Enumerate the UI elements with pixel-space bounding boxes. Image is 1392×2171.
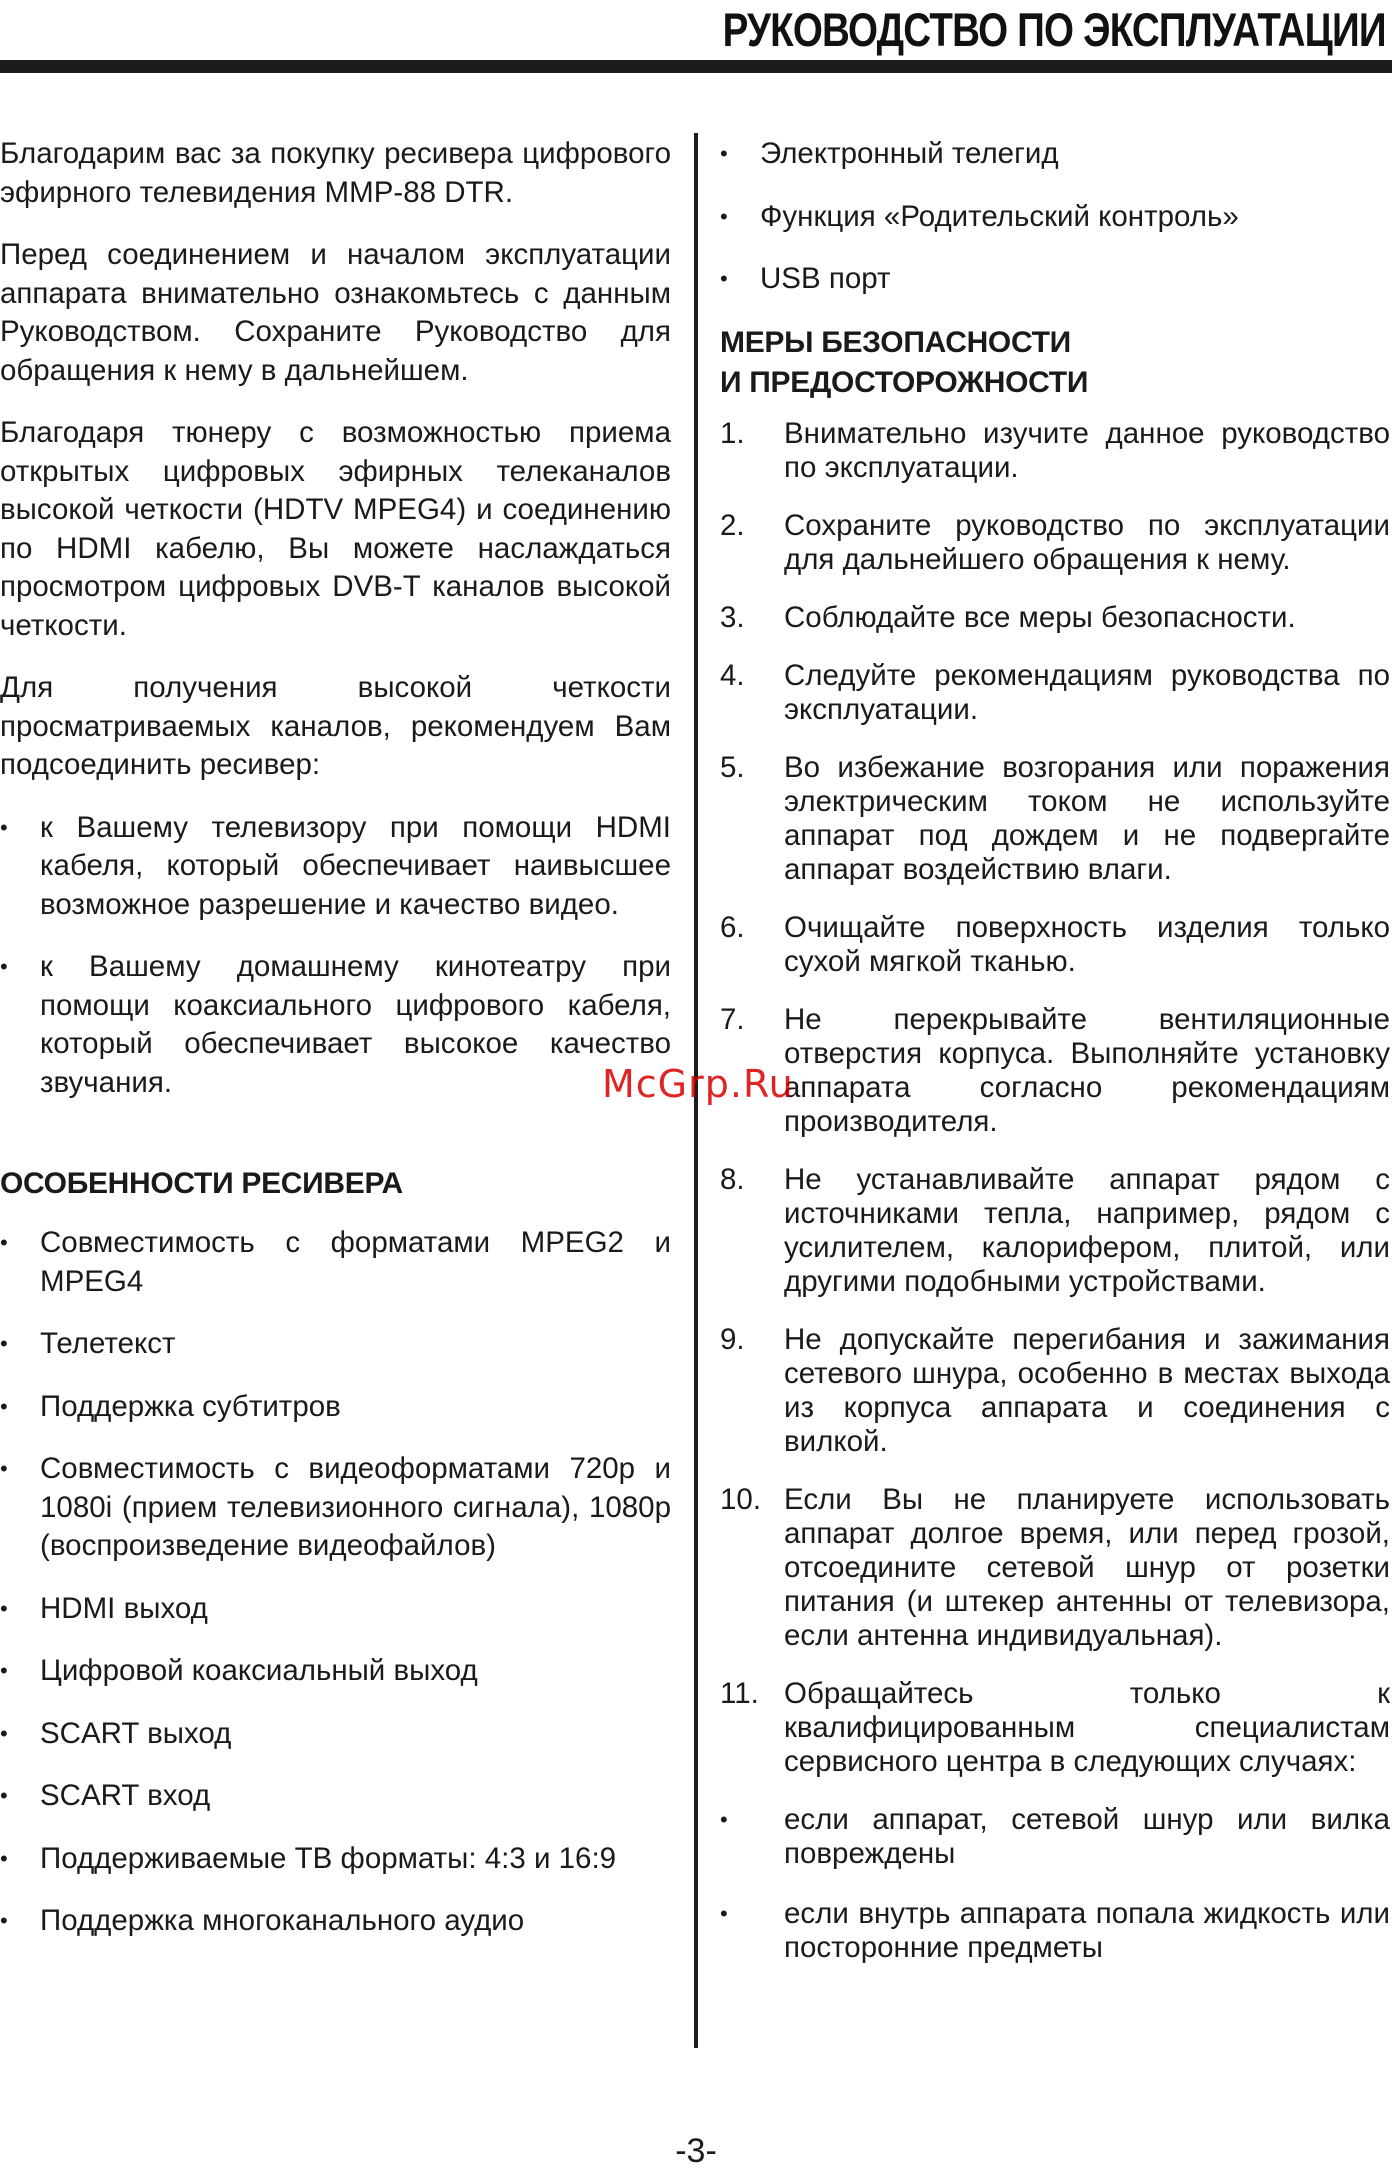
list-item: • Электронный телегид	[720, 135, 1390, 174]
list-item	[720, 417, 1390, 485]
list-item: • USB порт	[720, 260, 1390, 299]
page-title: РУКОВОДСТВО ПО ЭКСПЛУАТАЦИИ	[722, 3, 1386, 56]
item-text: Сохраните руководство по эксплуатации для дальнейшего обращения к нему.	[784, 508, 1390, 576]
list-item: • Совместимость с форматами MPEG2 и MPEG4	[0, 1224, 671, 1301]
left-column	[0, 135, 671, 1965]
list-item	[720, 659, 1390, 727]
item-number: 3.	[720, 600, 745, 634]
page-number: -3-	[675, 2132, 717, 2170]
intro-paragraph: Перед соединением и началом эксплуатации аппарата внимательно ознакомьтесь с данным Руководством. Сохраните Руководство для обращения к нему в дальнейшем.	[0, 238, 671, 387]
list-item: • Телетекст	[0, 1325, 671, 1364]
item-number: 4.	[720, 658, 745, 692]
item-text: Во избежание возгорания или поражения электрическим током не используйте аппарат под дождем и не подвергайте аппарат воздействию влаги.	[784, 750, 1390, 886]
list-item	[720, 1323, 1390, 1459]
list-item: • SCART выход	[0, 1715, 671, 1754]
features-list-continued	[720, 135, 1390, 299]
item-text: Следуйте рекомендациям руководства по эксплуатации.	[784, 658, 1390, 726]
item-text: Если Вы не планируете использовать аппарат долгое время, или перед грозой, отсоедините сетевой шнур от розетки питания (и штекер антенны от телевизора, если антенна индивидуальная).	[784, 1482, 1390, 1652]
safety-list	[720, 417, 1390, 1779]
list-item: • HDMI выход	[0, 1590, 671, 1629]
item-number: 9.	[720, 1322, 745, 1356]
item-number: 11.	[720, 1676, 759, 1710]
list-item: • Поддержка многоканального аудио	[0, 1902, 671, 1941]
safety-heading-line: МЕРЫ БЕЗОПАСНОСТИ	[720, 325, 1071, 359]
list-item: • к Вашему домашнему кинотеатру при помощи коаксиального цифрового кабеля, который обеспечивает высокое качество звучания.	[0, 948, 671, 1102]
list-item: • SCART вход	[0, 1777, 671, 1816]
connect-list	[0, 809, 671, 1103]
list-item	[720, 1003, 1390, 1139]
list-item: • Цифровой коаксиальный выход	[0, 1652, 671, 1691]
header-rule	[0, 60, 1392, 73]
list-item	[720, 1677, 1390, 1779]
safety-heading	[720, 323, 1390, 403]
list-item: • Поддерживаемые ТВ форматы: 4:3 и 16:9	[0, 1840, 671, 1879]
item-text: Очищайте поверхность изделия только сухой мягкой тканью.	[784, 910, 1390, 978]
item-text: Не устанавливайте аппарат рядом с источниками тепла, например, рядом с усилителем, калорифером, плитой, или другими подобными устройствами.	[784, 1162, 1390, 1298]
safety-heading-line: И ПРЕДОСТОРОЖНОСТИ	[720, 365, 1089, 399]
list-item: • если внутрь аппарата попала жидкость или посторонние предметы	[720, 1897, 1390, 1965]
list-item	[720, 601, 1390, 635]
intro-paragraph: Благодарим вас за покупку ресивера цифрового эфирного телевидения MMP-88 DTR.	[0, 137, 671, 209]
watermark: McGrp.Ru	[602, 1062, 794, 1106]
item-number: 5.	[720, 750, 745, 784]
item-number: 2.	[720, 508, 745, 542]
item-text: Не перекрывайте вентиляционные отверстия корпуса. Выполняйте установку аппарата согласно рекомендациям производителя.	[784, 1002, 1390, 1138]
item-text: Соблюдайте все меры безопасности.	[784, 600, 1296, 634]
right-column	[720, 135, 1390, 1991]
item-number: 10.	[720, 1482, 762, 1516]
list-item	[720, 751, 1390, 887]
features-list	[0, 1224, 671, 1941]
list-item: • Функция «Родительский контроль»	[720, 198, 1390, 237]
intro-paragraph: Благодаря тюнеру с возможностью приема открытых цифровых эфирных телеканалов высокой четкости (HDTV MPEG4) и соединению по HDMI кабелю, Вы можете наслаждаться просмотром цифровых DVB-T каналов высокой четкости.	[0, 416, 671, 642]
list-item: • Совместимость с видеоформатами 720p и 1080i (прием телевизионного сигнала), 1080p (воспроизведение видеофайлов)	[0, 1450, 671, 1566]
list-item: • если аппарат, сетевой шнур или вилка повреждены	[720, 1803, 1390, 1871]
list-item	[720, 509, 1390, 577]
item-text: Обращайтесь только к квалифицированным специалистам сервисного центра в следующих случаях:	[784, 1676, 1390, 1778]
intro-paragraph: Для получения высокой четкости просматриваемых каналов, рекомендуем Вам подсоединить ресивер:	[0, 671, 671, 781]
item-number: 8.	[720, 1162, 745, 1196]
item-number: 1.	[720, 416, 745, 450]
list-item: • Поддержка субтитров	[0, 1388, 671, 1427]
list-item	[720, 1483, 1390, 1653]
list-item: • к Вашему телевизору при помощи HDMI кабеля, который обеспечивает наивысшее возможное разрешение и качество видео.	[0, 809, 671, 925]
item-text: Не допускайте перегибания и зажимания сетевого шнура, особенно в местах выхода из корпуса аппарата и соединения с вилкой.	[784, 1322, 1390, 1458]
list-item	[720, 1163, 1390, 1299]
item-text: Внимательно изучите данное руководство по эксплуатации.	[784, 416, 1390, 484]
service-cases-list	[720, 1803, 1390, 1965]
item-number: 6.	[720, 910, 745, 944]
item-number: 7.	[720, 1002, 745, 1036]
features-heading: ОСОБЕННОСТИ РЕСИВЕРА	[0, 1167, 403, 1200]
list-item	[720, 911, 1390, 979]
